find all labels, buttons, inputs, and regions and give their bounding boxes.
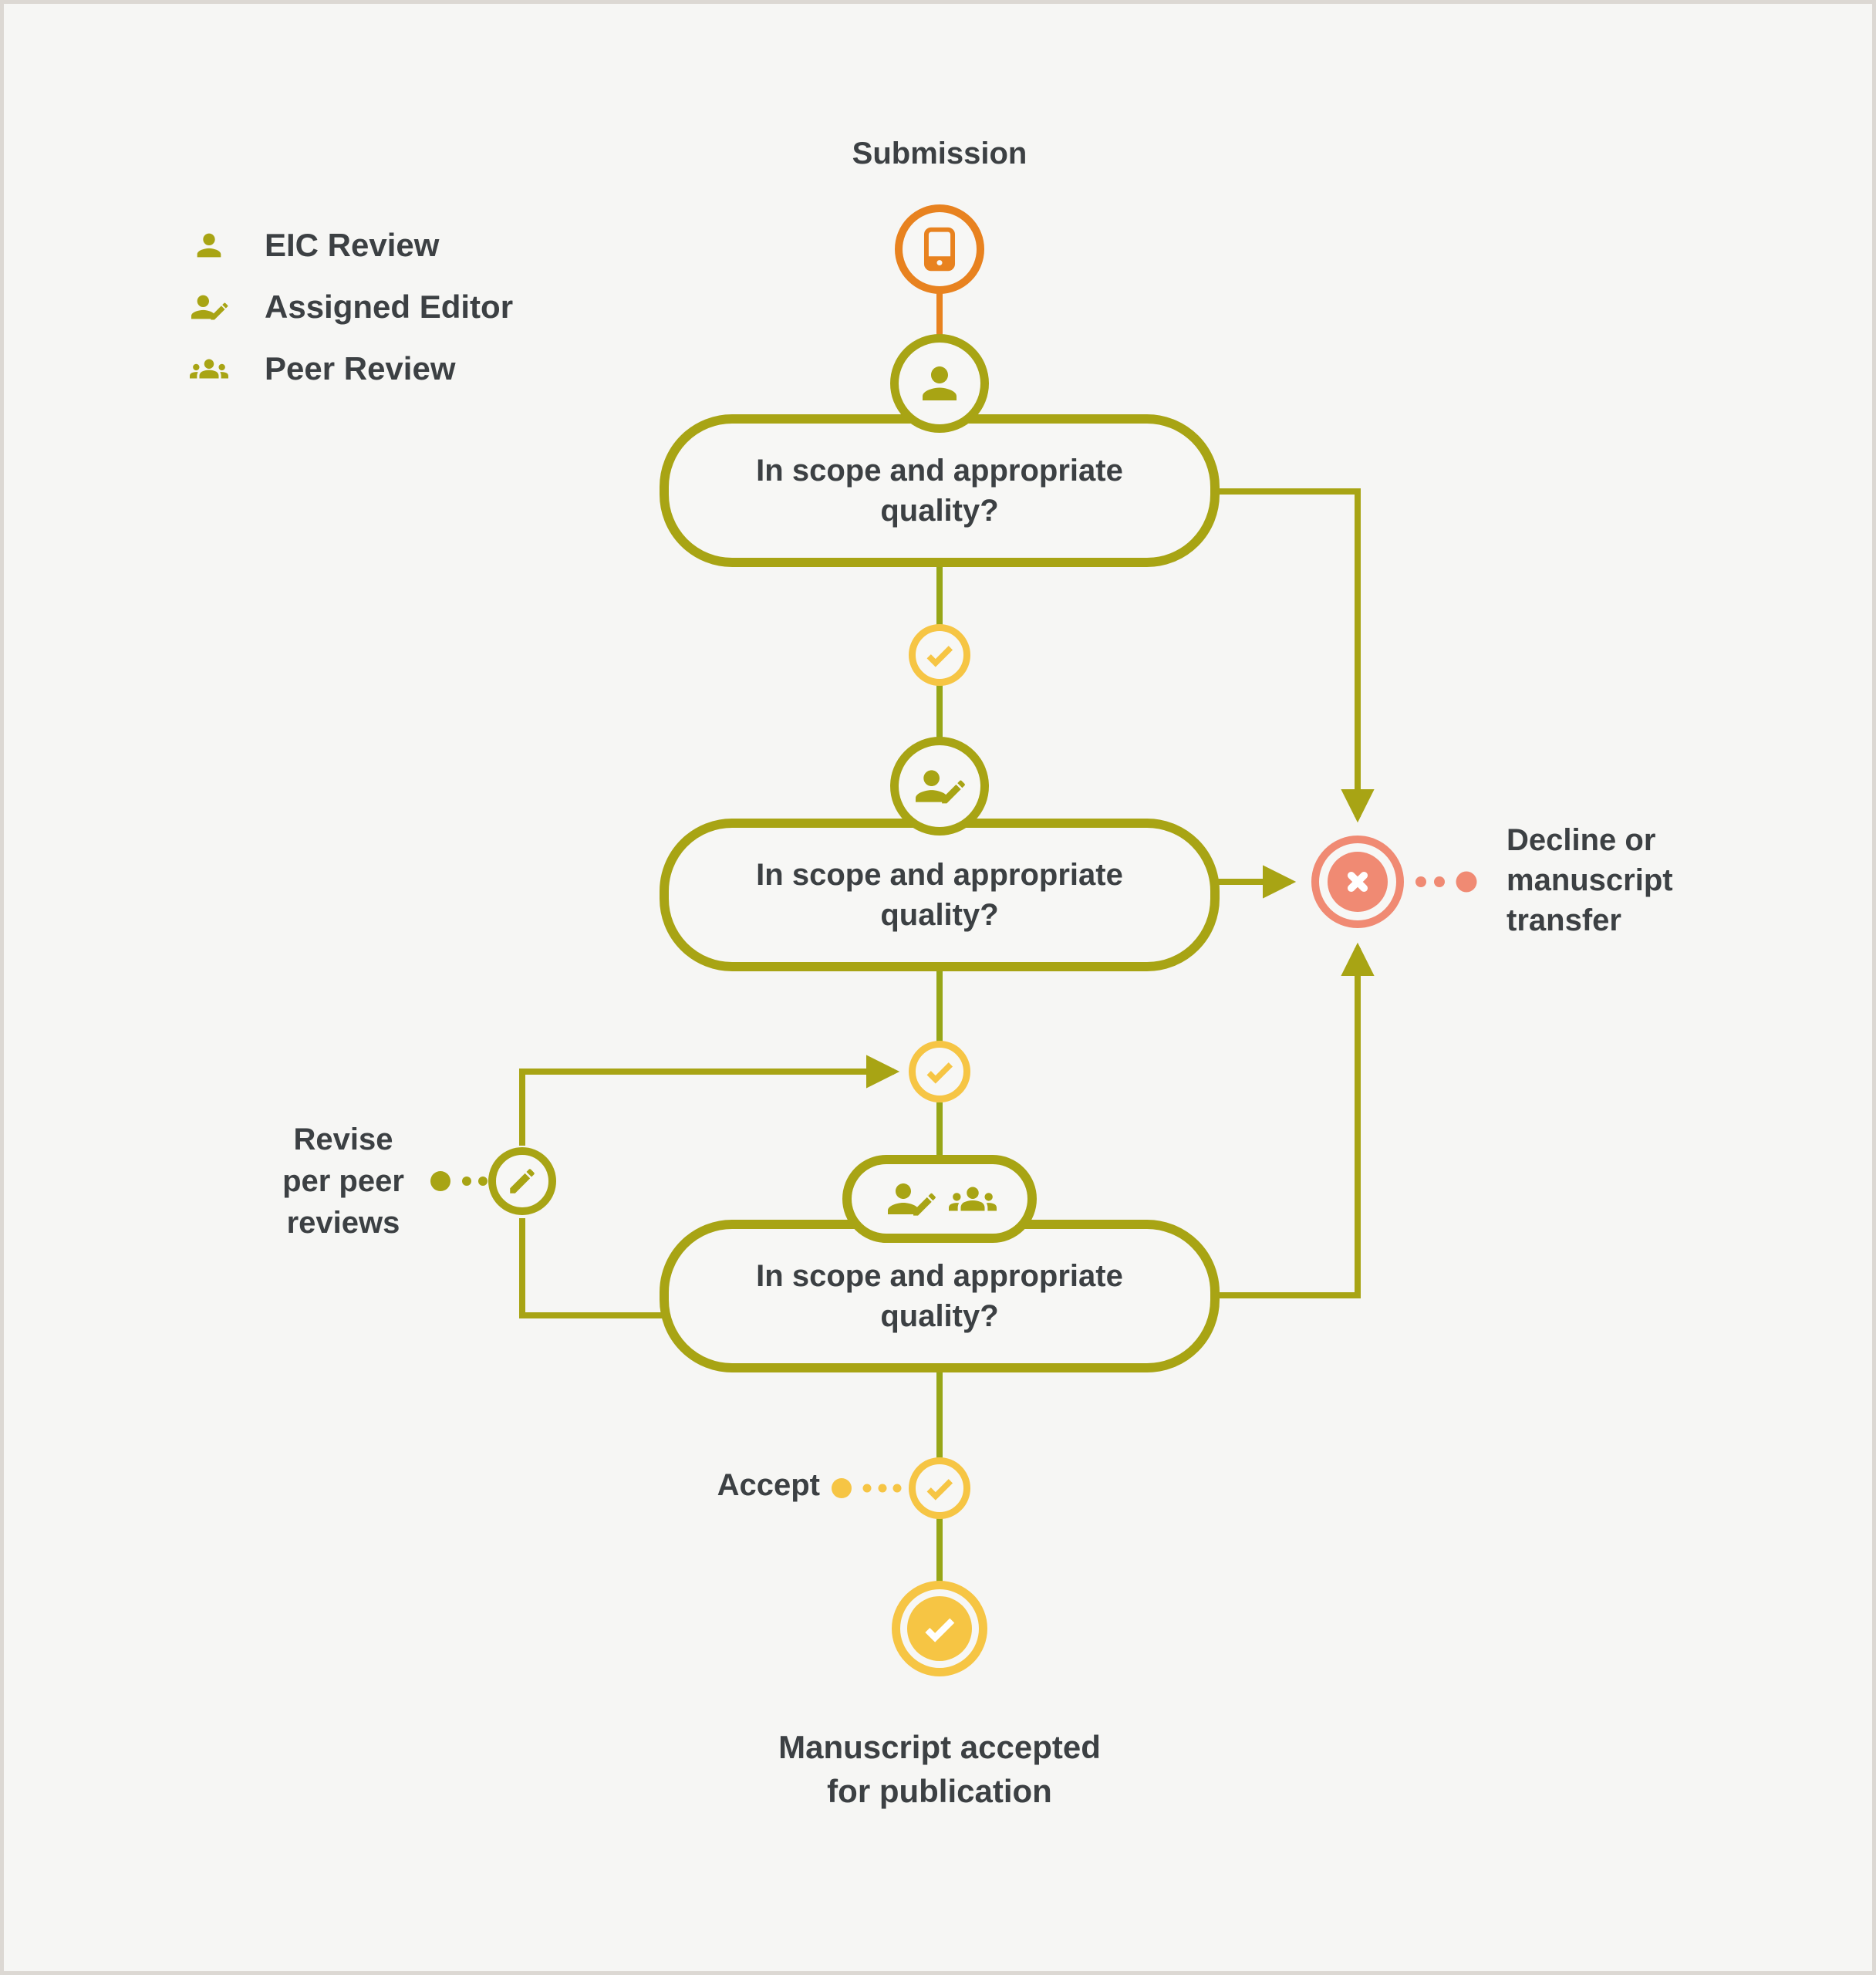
pencil-icon: [506, 1165, 538, 1197]
assigned-editor-badge: [890, 737, 989, 836]
person-edit-icon: [882, 1176, 940, 1222]
revise-node: [488, 1147, 556, 1215]
check-icon: [922, 1054, 957, 1089]
people-icon: [949, 1175, 997, 1223]
decision-box-eic: [660, 414, 1220, 567]
legend-label: Assigned Editor: [265, 289, 514, 325]
legend: [187, 214, 513, 400]
decline-label: Decline or manuscript transfer: [1507, 823, 1673, 937]
edge-box1-to-decline: [1218, 491, 1358, 817]
decision-question: In scope and appropriate quality?: [756, 858, 1123, 932]
check-icon: [907, 1596, 972, 1661]
decline-dots: [1415, 872, 1477, 893]
person-icon: [914, 358, 965, 409]
legend-row-peer-review: [187, 338, 513, 400]
decision-box-editor: [660, 819, 1220, 971]
edge-box3-to-revise: [522, 1218, 666, 1315]
revise-label: Revise per peer reviews: [282, 1123, 404, 1240]
decline-node: [1311, 836, 1404, 928]
accepted-node: [892, 1581, 987, 1676]
submission-node: [895, 204, 984, 294]
people-icon: [187, 349, 231, 388]
peer-review-badge: [842, 1155, 1037, 1243]
eic-review-badge: [890, 334, 989, 433]
legend-label: Peer Review: [265, 350, 456, 387]
check-icon: [922, 637, 957, 673]
decision-question: In scope and appropriate quality?: [756, 454, 1123, 528]
person-edit-icon: [187, 289, 231, 325]
legend-label: EIC Review: [265, 227, 440, 263]
decision-question: In scope and appropriate quality?: [756, 1259, 1123, 1333]
check-node-1: [909, 624, 970, 686]
accept-label: Accept: [717, 1468, 820, 1502]
check-node-accept: [909, 1457, 970, 1519]
accept-dots: [832, 1478, 902, 1498]
accepted-label: Manuscript accepted for publication: [778, 1729, 1101, 1809]
person-icon: [187, 228, 231, 263]
tablet-icon: [916, 225, 963, 273]
check-node-2: [909, 1041, 970, 1102]
check-icon: [922, 1470, 957, 1506]
submission-label: Submission: [852, 137, 1027, 170]
legend-row-assigned-editor: [187, 276, 513, 338]
edge-box3-to-decline: [1218, 948, 1358, 1295]
x-icon: [1328, 852, 1388, 912]
person-edit-icon: [910, 762, 969, 810]
revise-dots: [430, 1171, 488, 1191]
legend-row-eic: [187, 214, 513, 276]
edge-revise-to-check2: [522, 1072, 894, 1146]
